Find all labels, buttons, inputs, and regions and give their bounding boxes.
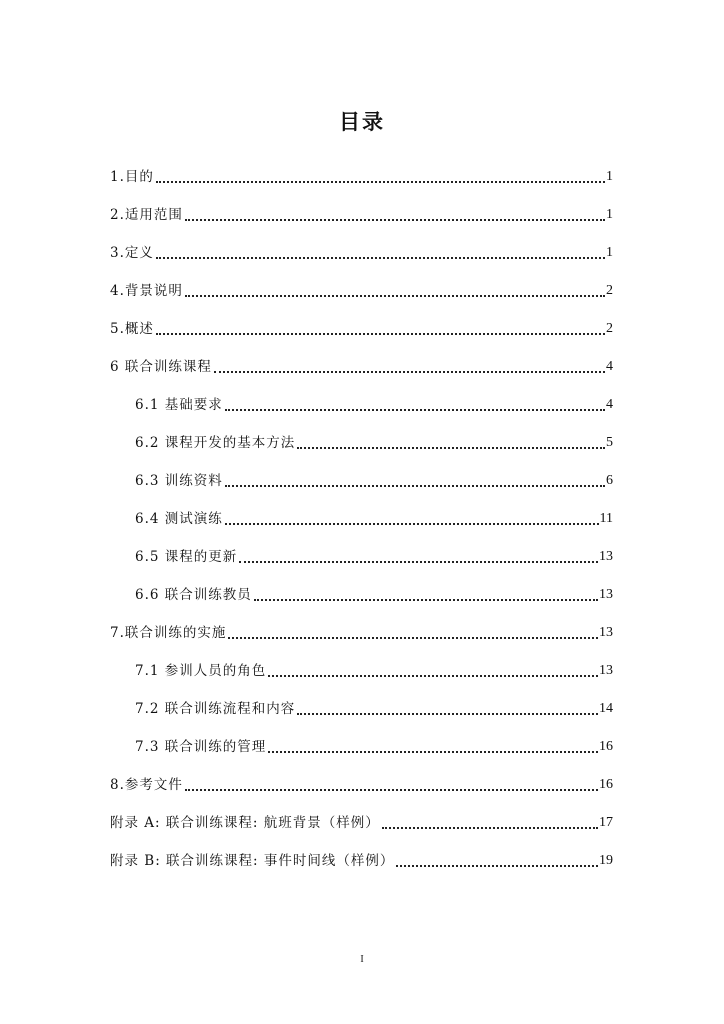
toc-entry-page: 6	[606, 473, 613, 488]
toc-leader-dots	[396, 861, 598, 867]
toc-leader-dots	[239, 557, 598, 563]
toc-entry-label: 8.参考文件	[110, 777, 183, 793]
toc-entry-background[interactable]	[110, 263, 613, 301]
toc-entry-page: 13	[599, 587, 613, 602]
toc-entry-page: 4	[606, 397, 613, 412]
toc-entry-page: 2	[606, 283, 613, 298]
toc-entry-process-content[interactable]	[110, 681, 613, 719]
toc-leader-dots	[185, 291, 605, 297]
toc-entry-page: 1	[606, 169, 613, 184]
toc-entry-label: 7.3 联合训练的管理	[135, 739, 267, 755]
toc-leader-dots	[268, 747, 598, 753]
toc-entry-label: 6.6 联合训练教员	[135, 587, 252, 603]
toc-entry-appendix-b[interactable]	[110, 833, 613, 871]
toc-entry-page: 2	[606, 321, 613, 336]
toc-leader-dots	[297, 709, 598, 715]
toc-entry-label: 4.背景说明	[110, 283, 183, 299]
toc-entry-label: 3.定义	[110, 245, 154, 261]
toc-entry-page: 4	[606, 359, 613, 374]
toc-entry-page: 11	[599, 511, 613, 526]
toc-entry-label: 1.目的	[110, 169, 154, 185]
toc-entry-page: 13	[599, 663, 613, 678]
toc-leader-dots	[225, 481, 605, 487]
toc-leader-dots	[185, 785, 598, 791]
toc-entry-course-development[interactable]	[110, 415, 613, 453]
toc-entry-basic-requirements[interactable]	[110, 377, 613, 415]
toc-leader-dots	[225, 519, 599, 525]
toc-entry-page: 16	[599, 777, 613, 792]
toc-entry-references[interactable]	[110, 757, 613, 795]
toc-entry-participant-roles[interactable]	[110, 643, 613, 681]
toc-entry-test-drills[interactable]	[110, 491, 613, 529]
toc-entry-label: 附录 A: 联合训练课程: 航班背景（样例）	[110, 815, 380, 831]
footer-page-number: I	[360, 954, 364, 965]
toc-leader-dots	[156, 329, 605, 335]
toc-entry-definitions[interactable]	[110, 225, 613, 263]
toc-leader-dots	[185, 215, 605, 221]
toc-entry-training-materials[interactable]	[110, 453, 613, 491]
toc-entry-overview[interactable]	[110, 301, 613, 339]
toc-entry-management[interactable]	[110, 719, 613, 757]
toc-entry-instructors[interactable]	[110, 567, 613, 605]
toc-leader-dots	[156, 177, 605, 183]
toc-entry-page: 17	[599, 815, 613, 830]
toc-entry-label: 7.联合训练的实施	[110, 625, 227, 641]
toc-leader-dots	[254, 595, 598, 601]
toc-entry-implementation[interactable]	[110, 605, 613, 643]
toc-entry-page: 16	[599, 739, 613, 754]
toc-entry-scope[interactable]	[110, 187, 613, 225]
toc-leader-dots	[214, 367, 605, 373]
table-of-contents	[110, 149, 613, 871]
toc-entry-course-update[interactable]	[110, 529, 613, 567]
page-title: 目录	[339, 110, 385, 134]
toc-entry-label: 6.5 课程的更新	[135, 549, 238, 565]
toc-entry-page: 19	[599, 853, 613, 868]
toc-entry-label: 6.2 课程开发的基本方法	[135, 435, 296, 451]
toc-entry-page: 13	[599, 549, 613, 564]
toc-entry-label: 2.适用范围	[110, 207, 183, 223]
toc-entry-label: 6.4 测试演练	[135, 511, 223, 527]
toc-entry-page: 13	[599, 625, 613, 640]
toc-entry-label: 6 联合训练课程	[110, 359, 212, 375]
toc-entry-purpose[interactable]	[110, 149, 613, 187]
toc-leader-dots	[156, 253, 605, 259]
toc-entry-label: 7.1 参训人员的角色	[135, 663, 267, 679]
toc-entry-page: 14	[599, 701, 613, 716]
toc-entry-page: 1	[606, 207, 613, 222]
toc-entry-label: 附录 B: 联合训练课程: 事件时间线（样例）	[110, 853, 395, 869]
toc-leader-dots	[297, 443, 605, 449]
toc-leader-dots	[228, 633, 598, 639]
toc-entry-joint-training-course[interactable]	[110, 339, 613, 377]
toc-entry-label: 5.概述	[110, 321, 154, 337]
toc-entry-label: 6.1 基础要求	[135, 397, 223, 413]
toc-entry-label: 6.3 训练资料	[135, 473, 223, 489]
toc-entry-page: 5	[606, 435, 613, 450]
toc-entry-page: 1	[606, 245, 613, 260]
toc-leader-dots	[225, 405, 605, 411]
toc-leader-dots	[268, 671, 598, 677]
toc-entry-label: 7.2 联合训练流程和内容	[135, 701, 296, 717]
toc-leader-dots	[382, 823, 598, 829]
toc-entry-appendix-a[interactable]	[110, 795, 613, 833]
